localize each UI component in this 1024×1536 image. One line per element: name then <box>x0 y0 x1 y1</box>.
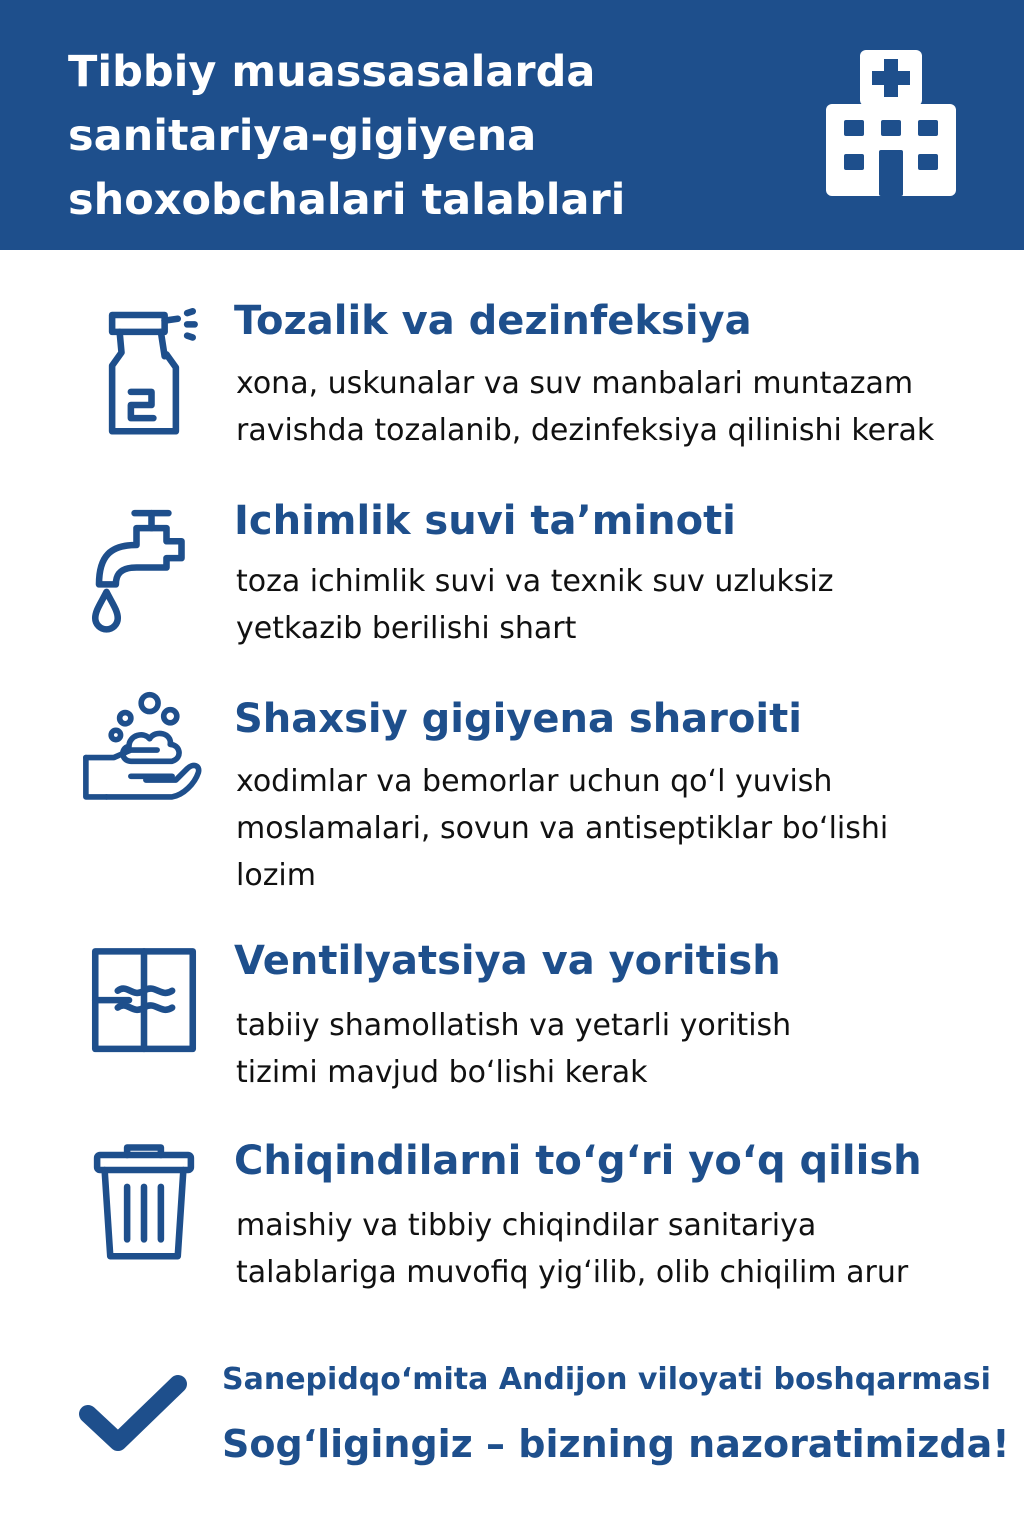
item-description <box>236 558 1016 652</box>
description-line: ravishda tozalanib, dezinfeksiya qilinishi kerak <box>236 413 935 448</box>
description-line: toza ichimlik suvi va texnik suv uzluksiz <box>236 564 834 599</box>
description-line: lozim <box>236 858 316 893</box>
description-line: xona, uskunalar va suv manbalari muntazam <box>236 366 914 401</box>
spray-bottle-icon <box>74 300 214 450</box>
title-line: sanitariya-gigiyena <box>68 111 537 161</box>
description-line: yetkazib berilishi shart <box>236 611 577 646</box>
page-title <box>68 40 768 232</box>
item-title: Tozalik va dezinfeksiya <box>234 298 752 344</box>
item-description <box>236 1202 1016 1296</box>
hospital-icon <box>826 46 956 196</box>
item-description <box>236 758 1016 899</box>
title-line: Tibbiy muassasalarda <box>68 47 596 97</box>
hand-wash-icon <box>74 690 214 840</box>
trash-bin-icon <box>74 1140 214 1290</box>
header-banner <box>0 0 1024 250</box>
organization-name: Sanepidqo‘mita Andijon viloyati boshqarmasi <box>222 1362 991 1397</box>
description-line: tizimi mavjud bo‘lishi kerak <box>236 1055 648 1090</box>
slogan: Sog‘ligingiz – bizning nazoratimizda! <box>222 1422 1010 1466</box>
window-icon <box>74 942 214 1092</box>
item-description <box>236 1002 1016 1096</box>
item-title: Ichimlik suvi ta’minoti <box>234 498 736 544</box>
description-line: moslamalari, sovun va antiseptiklar bo‘lishi <box>236 811 889 846</box>
item-title: Shaxsiy gigiyena sharoiti <box>234 696 802 742</box>
item-title: Ventilyatsiya va yoritish <box>234 938 781 984</box>
description-line: maishiy va tibbiy chiqindilar sanitariya <box>236 1208 817 1243</box>
checkmark-icon <box>74 1366 194 1466</box>
description-line: xodimlar va bemorlar uchun qo‘l yuvish <box>236 764 833 799</box>
water-tap-icon <box>74 500 214 650</box>
description-line: talablariga muvofiq yig‘ilib, olib chiqilim arur <box>236 1255 909 1290</box>
title-line: shoxobchalari talablari <box>68 175 626 225</box>
description-line: tabiiy shamollatish va yetarli yoritish <box>236 1008 792 1043</box>
item-description <box>236 360 1016 454</box>
item-title: Chiqindilarni to‘g‘ri yo‘q qilish <box>234 1138 922 1184</box>
